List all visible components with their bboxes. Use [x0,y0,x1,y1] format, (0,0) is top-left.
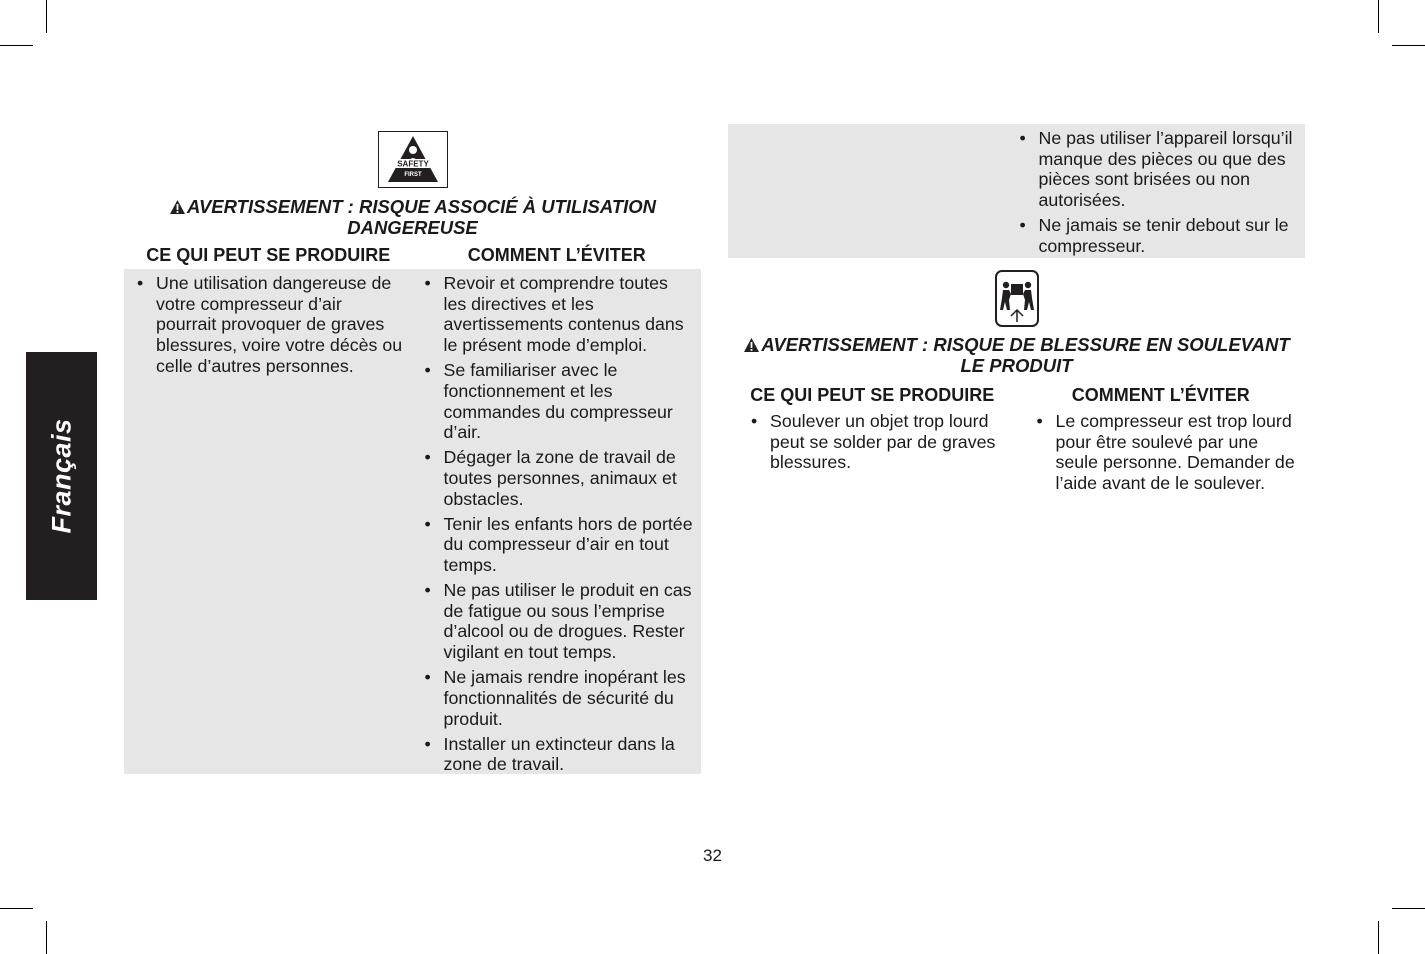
warning-triangle-icon [743,337,760,353]
list-item: • Ne pas utiliser l’appareil lorsqu’il manque des pièces ou que des pièces sont brisées ou non autorisées. [1017,128,1298,211]
right-column [728,124,1305,498]
column-headers [124,244,701,266]
warning-title [124,196,701,238]
list-item: • Se familiariser avec le fonctionnement et les commandes du compresseur d’air. [422,360,694,443]
column-headers [728,384,1305,406]
list-item: • Soulever un objet trop lourd peut se solder par de graves blessures. [748,411,1012,473]
svg-text:SAFETY: SAFETY [396,159,429,169]
crop-mark [1378,921,1379,954]
crop-mark [0,908,33,909]
page-number: 32 [703,846,722,865]
list-item: • Tenir les enfants hors de portée du compresseur d’air en tout temps. [422,514,694,576]
list-item: • Dégager la zone de travail de toutes personnes, animaux et obstacles. [422,447,694,509]
warning-title-line1: AVERTISSEMENT : RISQUE DE BLESSURE EN SOULEVANT [761,334,1290,355]
warning-triangle-icon [169,199,186,215]
language-tab [26,352,97,600]
svg-text:FIRST: FIRST [403,172,422,178]
lift-table [728,411,1305,498]
warning-title-line2: LE PRODUIT [960,355,1073,376]
continued-table [728,124,1305,258]
two-person-lift-icon [995,270,1039,327]
crop-mark [0,45,33,46]
list-item: • Le compresseur est trop lourd pour être soulevé par une seule personne. Demander de l’aide avant de le soulever. [1034,411,1298,494]
list-item: • Revoir et comprendre toutes les directives et les avertissements contenus dans le présent mode d’emploi. [422,273,694,356]
warning-title-line2: DANGEREUSE [347,217,478,238]
left-column [124,131,701,774]
list-item: • Ne jamais se tenir debout sur le compresseur. [1017,215,1298,256]
header-what-happens: CE QUI PEUT SE PRODUIRE [146,245,391,265]
list-item: • Ne pas utiliser le produit en cas de fatigue ou sous l’emprise d’alcool ou de drogues. Rester vigilant en tout temps. [422,580,694,663]
header-how-to-avoid: COMMENT L’ÉVITER [467,245,646,265]
list-item: • Une utilisation dangereuse de votre compresseur d’air pourrait provoquer de graves blessures, voire votre décès ou celle d’autres personnes. [134,273,406,377]
crop-mark [1392,908,1425,909]
warning-title [728,334,1305,376]
crop-mark [46,921,47,954]
header-what-happens: CE QUI PEUT SE PRODUIRE [750,385,995,405]
crop-mark [46,0,47,33]
hazard-table [124,269,701,774]
list-item: • Ne jamais rendre inopérant les fonctionnalités de sécurité du produit. [422,667,694,729]
warning-title-line1: AVERTISSEMENT : RISQUE ASSOCIÉ À UTILISATION [186,196,657,217]
header-how-to-avoid: COMMENT L’ÉVITER [1071,385,1250,405]
crop-mark [1392,45,1425,46]
safety-first-icon [378,131,448,188]
list-item: • Installer un extincteur dans la zone de travail. [422,734,694,775]
language-label: Français [46,418,76,534]
crop-mark [1378,0,1379,33]
